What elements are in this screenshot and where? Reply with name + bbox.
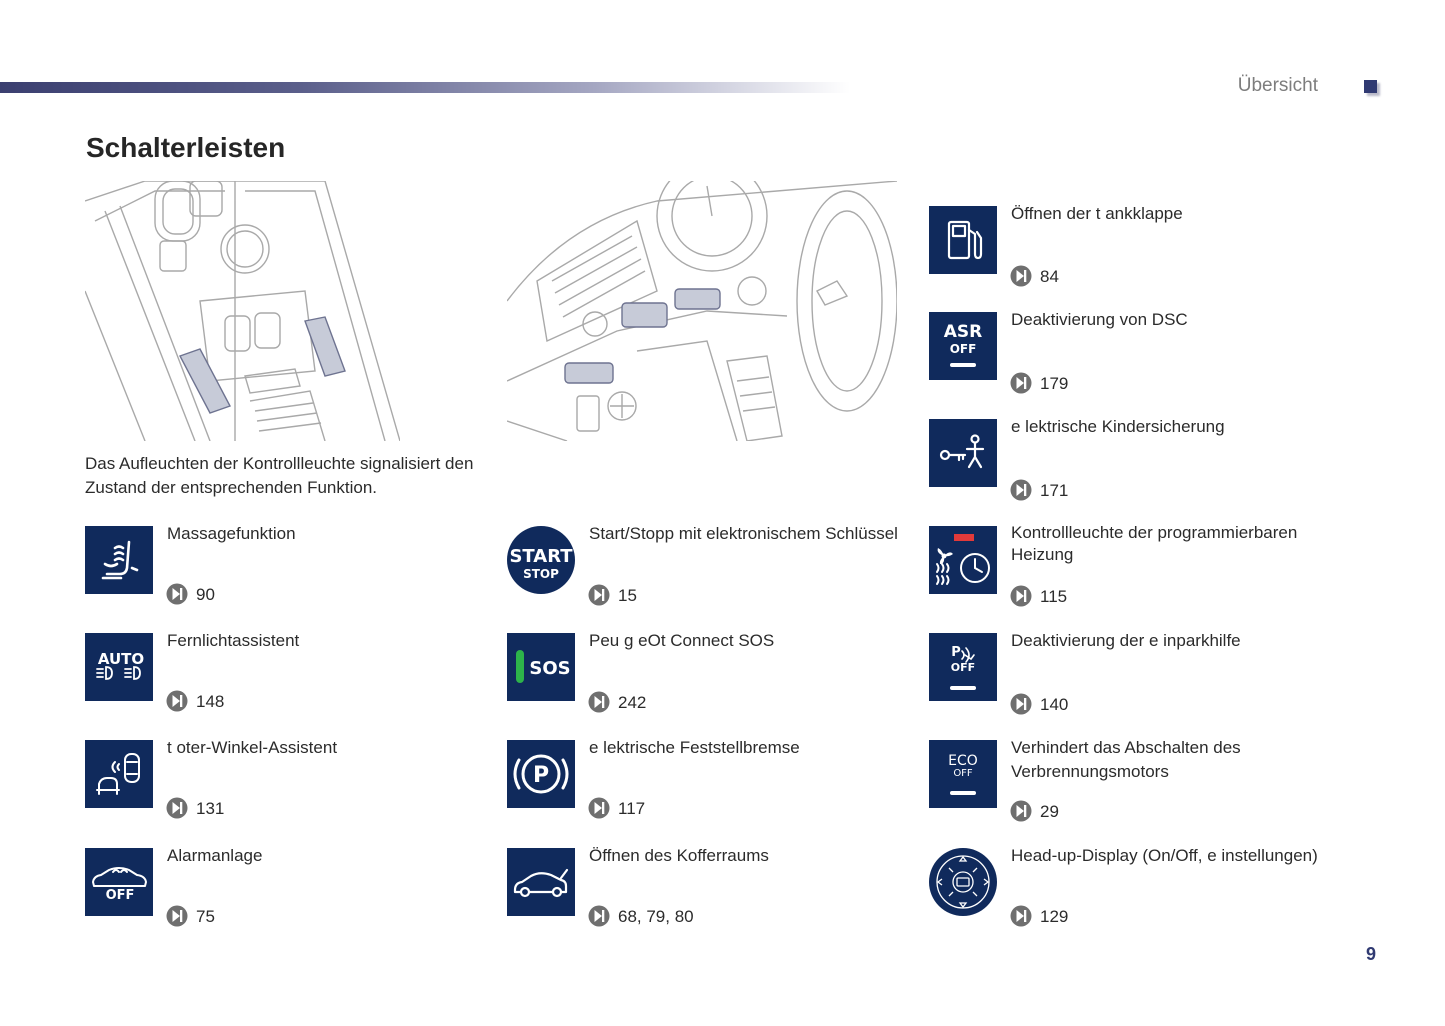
stop-text: STOP <box>523 567 559 581</box>
off-text: OFF <box>949 342 977 356</box>
fuel-flap-icon <box>929 206 997 274</box>
header-gradient-bar <box>0 82 850 93</box>
entry-massage <box>85 526 485 616</box>
page-reference[interactable] <box>166 583 215 607</box>
reference-arrow-icon <box>588 584 610 606</box>
start-text: START <box>509 546 573 567</box>
entry-blind-spot <box>85 740 485 830</box>
reference-number: 117 <box>618 799 646 818</box>
reference-number: 148 <box>196 692 225 711</box>
entry-dsc <box>929 312 1329 402</box>
section-name: Übersicht <box>1237 75 1318 96</box>
reference-arrow-icon <box>1010 372 1032 394</box>
entry-label: Deaktivierung von DSC <box>1011 310 1188 329</box>
page-reference[interactable] <box>1010 265 1059 289</box>
entry-label: Alarmanlage <box>167 846 263 865</box>
reference-arrow-icon <box>166 690 188 712</box>
reference-number: 29 <box>1040 802 1059 821</box>
sos-icon <box>507 633 575 701</box>
reference-number: 129 <box>1040 907 1069 926</box>
eco-off-icon <box>929 740 997 808</box>
reference-arrow-icon <box>1010 693 1032 715</box>
page-reference[interactable] <box>1010 479 1068 503</box>
entry-child-lock <box>929 419 1329 509</box>
entry-parking-brake <box>507 740 907 830</box>
p-text: P <box>951 645 961 660</box>
reference-arrow-icon <box>1010 905 1032 927</box>
park-assist-off-icon <box>929 633 997 701</box>
reference-arrow-icon <box>166 583 188 605</box>
entry-boot-open <box>507 848 907 938</box>
reference-number: 84 <box>1040 267 1059 286</box>
entry-label: Kontrollleuchte der programmierbaren Heizung <box>1011 523 1298 564</box>
entry-label: Peu g eOt Connect SOS <box>589 631 775 650</box>
page-reference[interactable] <box>1010 905 1068 929</box>
page-reference[interactable] <box>1010 372 1068 396</box>
entry-alarm <box>85 848 485 938</box>
reference-arrow-icon <box>166 905 188 927</box>
page-reference[interactable] <box>166 797 224 821</box>
reference-arrow-icon <box>1010 479 1032 501</box>
entry-label: e lektrische Kindersicherung <box>1011 417 1225 436</box>
reference-number: 15 <box>618 586 637 605</box>
reference-arrow-icon <box>1010 585 1032 607</box>
reference-arrow-icon <box>1010 800 1032 822</box>
intro-text: Das Aufleuchten der Kontrollleuchte signalisiert den Zustand der entsprechenden Funktion. <box>85 454 474 497</box>
entry-label: Öffnen der t ankklappe <box>1011 204 1183 223</box>
alarm-off-icon <box>85 848 153 916</box>
off-text: OFF <box>953 768 973 779</box>
reference-arrow-icon <box>588 905 610 927</box>
center-console-illustration <box>85 181 400 441</box>
reference-arrow-icon <box>588 691 610 713</box>
boot-open-icon <box>507 848 575 916</box>
entry-fuel-flap <box>929 206 1329 296</box>
entry-label: Verhindert das Abschalten des Verbrennungsmotors <box>1011 738 1241 781</box>
entry-label: Öffnen des Kofferraums <box>589 846 769 865</box>
reference-number: 140 <box>1040 695 1069 714</box>
page-reference[interactable] <box>588 584 637 608</box>
entry-start-stop <box>507 526 907 616</box>
reference-arrow-icon <box>1010 265 1032 287</box>
entry-label: t oter-Winkel-Assistent <box>167 738 338 757</box>
entry-label: Head-up-Display (On/Off, e instellungen) <box>1011 846 1318 865</box>
off-text: OFF <box>950 661 976 674</box>
reference-number: 242 <box>618 693 647 712</box>
entry-label: Deaktivierung der e inparkhilfe <box>1011 631 1241 650</box>
entry-programmable-heating <box>929 523 1329 616</box>
page-reference[interactable] <box>588 797 645 821</box>
child-lock-icon <box>929 419 997 487</box>
reference-arrow-icon <box>588 797 610 819</box>
entry-high-beam-assist <box>85 633 485 723</box>
reference-number: 68, 79, 80 <box>618 907 694 926</box>
off-text: OFF <box>105 888 135 903</box>
reference-number: 131 <box>196 799 225 818</box>
entry-head-up-display <box>929 848 1329 938</box>
reference-arrow-icon <box>166 797 188 819</box>
reference-number: 179 <box>1040 374 1069 393</box>
start-stop-icon <box>507 526 575 594</box>
page-reference[interactable] <box>1010 585 1067 609</box>
entry-eco-off <box>929 740 1329 830</box>
page-reference[interactable] <box>1010 693 1068 717</box>
entry-label: Fernlichtassistent <box>167 631 300 650</box>
auto-headlamp-icon <box>85 633 153 701</box>
reference-number: 171 <box>1040 481 1069 500</box>
head-up-display-icon <box>929 848 997 916</box>
auto-text: AUTO <box>97 650 145 668</box>
blind-spot-icon <box>85 740 153 808</box>
parking-brake-icon <box>507 740 575 808</box>
section-marker <box>1364 80 1377 93</box>
reference-number: 75 <box>196 907 215 926</box>
asr-text: ASR <box>943 322 983 342</box>
page-number: 9 <box>1366 944 1377 964</box>
eco-text: ECO <box>948 753 978 769</box>
asr-off-icon <box>929 312 997 380</box>
entry-sos <box>507 633 907 723</box>
page-reference[interactable] <box>588 905 694 929</box>
reference-number: 90 <box>196 585 215 604</box>
sos-text: SOS <box>529 658 571 679</box>
page-reference[interactable] <box>166 905 215 929</box>
page-reference[interactable] <box>1010 800 1059 824</box>
page-reference[interactable] <box>588 691 646 715</box>
entry-park-assist <box>929 633 1329 723</box>
entry-label: e lektrische Feststellbremse <box>589 738 800 757</box>
dashboard-illustration <box>507 181 897 441</box>
page-reference[interactable] <box>166 690 224 714</box>
page-title: Schalterleisten <box>86 132 286 163</box>
entry-label: Start/Stopp mit elektronischem Schlüssel <box>589 524 898 543</box>
reference-number: 115 <box>1040 587 1068 606</box>
p-text: P <box>532 763 550 788</box>
massage-seat-icon <box>85 526 153 594</box>
entry-label: Massagefunktion <box>167 524 296 543</box>
programmable-heating-icon <box>929 526 997 594</box>
